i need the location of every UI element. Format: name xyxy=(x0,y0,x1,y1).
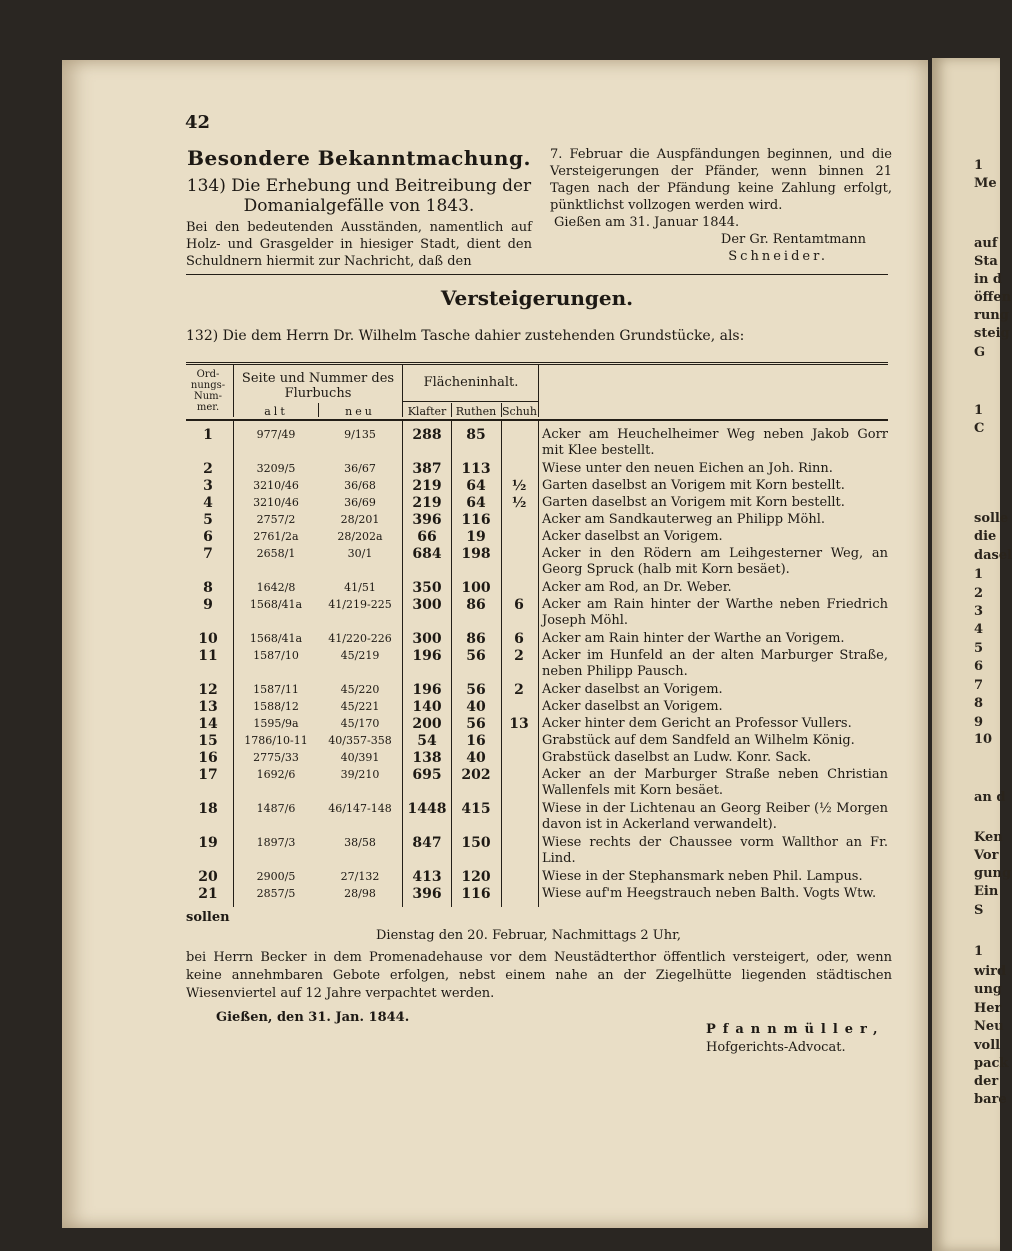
parcel-flurbuch-neu: 36/67 xyxy=(344,462,376,475)
parcel-flurbuch-alt: 2757/2 xyxy=(256,513,296,526)
parcel-klafter: 387 xyxy=(412,461,442,477)
facing-page-fragment: wird xyxy=(974,964,1007,979)
parcel-flurbuch-neu: 41/51 xyxy=(344,581,376,594)
parcel-description: Grabstück daselbst an Ludw. Konr. Sack. xyxy=(542,750,812,765)
header-ruthen: Ruthen xyxy=(455,405,497,418)
parcel-klafter: 847 xyxy=(412,835,442,851)
parcel-row xyxy=(186,835,888,869)
header-ordnungs-nr: Ord- nungs- Num- mer. xyxy=(190,369,226,413)
notice-text-left: Bei den bedeutenden Ausständen, namentlich auf Holz- und Grasgelder in hiesiger Stadt, dient den Schuldnern hiermit zur Nachricht, daß den xyxy=(186,220,532,269)
facing-page-fragment: Ken xyxy=(974,830,1003,845)
parcel-row xyxy=(186,648,888,682)
notice-title: 134) Die Erhebung und Beitreibung der Domanialgefälle von 1843. xyxy=(186,176,532,216)
parcel-klafter: 219 xyxy=(412,478,442,494)
notice-text-right: 7. Februar die Auspfändungen beginnen, und die Versteigerungen der Pfänder, wenn binnen 21 Tagen nach der Pfändung keine Zahlung erfolgt, pünktlichst vollzogen werden wird. xyxy=(550,147,892,213)
facing-page-fragment: öffen xyxy=(974,290,1012,305)
parcel-ruthen: 40 xyxy=(466,750,486,766)
parcel-ruthen: 202 xyxy=(461,767,491,783)
parcel-flurbuch-neu: 38/58 xyxy=(344,836,376,849)
parcel-klafter: 684 xyxy=(412,546,442,562)
facing-page-fragment: 9 xyxy=(974,715,984,730)
facing-page-fragment: Me xyxy=(974,176,997,191)
parcel-flurbuch-alt: 2761/2a xyxy=(253,530,299,543)
parcel-row xyxy=(186,495,888,512)
parcel-flurbuch-alt: 2775/33 xyxy=(253,751,299,764)
parcel-flurbuch-alt: 3210/46 xyxy=(253,496,299,509)
parcel-row xyxy=(186,869,888,886)
parcel-klafter: 196 xyxy=(412,682,442,698)
notice-place-date: Gießen am 31. Januar 1844. xyxy=(554,215,740,230)
facing-page-fragment: 2 xyxy=(974,586,984,601)
facing-page-fragment: 1 xyxy=(974,567,984,582)
auction-section-title: Versteigerungen. xyxy=(440,286,634,310)
facing-page-fragment: 5 xyxy=(974,641,984,656)
header-klafter: Klafter xyxy=(407,405,447,418)
parcel-schuh: 6 xyxy=(514,631,524,647)
parcel-description: Garten daselbst an Vorigem mit Korn bestellt. xyxy=(542,478,845,493)
parcel-schuh: 13 xyxy=(509,716,529,732)
parcel-number: 20 xyxy=(198,869,218,885)
parcel-description: Acker daselbst an Vorigem. xyxy=(542,529,723,544)
parcel-ruthen: 85 xyxy=(466,427,486,443)
parcel-flurbuch-alt: 977/49 xyxy=(256,428,296,441)
auction-signer-title: Hofgerichts-Advocat. xyxy=(706,1040,846,1055)
header-schuh: Schuh xyxy=(502,405,537,418)
parcel-table xyxy=(186,362,888,907)
parcel-flurbuch-neu: 40/391 xyxy=(340,751,380,764)
parcel-number: 14 xyxy=(198,716,218,732)
facing-page-fragment: auf xyxy=(974,236,998,251)
facing-page-edge xyxy=(932,58,1012,1251)
auction-place-date: Gießen, den 31. Jan. 1844. xyxy=(216,1010,410,1025)
parcel-number: 4 xyxy=(203,495,213,511)
parcel-ruthen: 64 xyxy=(466,495,486,511)
parcel-flurbuch-alt: 1897/3 xyxy=(256,836,296,849)
facing-page-fragment: 1 xyxy=(974,403,984,418)
parcel-description: Acker hinter dem Gericht an Professor Vullers. xyxy=(542,716,852,731)
parcel-number: 15 xyxy=(198,733,218,749)
parcel-flurbuch-alt: 3209/5 xyxy=(256,462,296,475)
parcel-ruthen: 40 xyxy=(466,699,486,715)
notice-signer-name: Schneider. xyxy=(728,249,828,264)
parcel-ruthen: 150 xyxy=(461,835,491,851)
parcel-row xyxy=(186,631,888,648)
parcel-row xyxy=(186,529,888,546)
facing-page-fragment: Neu xyxy=(974,1019,1004,1034)
parcel-description: Wiese auf'm Heegstrauch neben Balth. Vogts Wtw. xyxy=(542,886,877,901)
parcel-row xyxy=(186,682,888,699)
parcel-row xyxy=(186,512,888,529)
parcel-row xyxy=(186,801,888,835)
parcel-schuh: ½ xyxy=(511,495,527,511)
auction-date-line: Dienstag den 20. Februar, Nachmittags 2 Uhr, xyxy=(376,928,682,943)
parcel-row xyxy=(186,886,888,903)
facing-page-fragment: G xyxy=(974,345,986,360)
parcel-flurbuch-alt: 1587/10 xyxy=(253,649,299,662)
facing-page-fragment: 3 xyxy=(974,604,984,619)
facing-page-fragment: Vor xyxy=(974,848,999,863)
parcel-flurbuch-alt: 1588/12 xyxy=(253,700,299,713)
parcel-description: Acker am Rod, an Dr. Weber. xyxy=(542,580,732,595)
parcel-flurbuch-neu: 27/132 xyxy=(340,870,380,883)
parcel-description: Wiese unter den neuen Eichen an Joh. Rinn. xyxy=(542,461,833,476)
parcel-ruthen: 64 xyxy=(466,478,486,494)
parcel-row xyxy=(186,750,888,767)
parcel-flurbuch-alt: 1595/9a xyxy=(253,717,299,730)
parcel-flurbuch-neu: 41/219-225 xyxy=(328,598,392,611)
parcel-klafter: 396 xyxy=(412,886,442,902)
parcel-klafter: 350 xyxy=(412,580,442,596)
parcel-flurbuch-alt: 1487/6 xyxy=(256,802,296,815)
parcel-number: 12 xyxy=(198,682,218,698)
parcel-number: 10 xyxy=(198,631,218,647)
parcel-flurbuch-neu: 9/135 xyxy=(344,428,376,441)
parcel-flurbuch-neu: 45/219 xyxy=(340,649,380,662)
parcel-number: 16 xyxy=(198,750,218,766)
parcel-row xyxy=(186,699,888,716)
notice-left-column xyxy=(186,146,532,270)
parcel-row xyxy=(186,580,888,597)
parcel-number: 11 xyxy=(198,648,218,664)
parcel-flurbuch-neu: 46/147-148 xyxy=(328,802,392,815)
parcel-flurbuch-alt: 1642/8 xyxy=(256,581,296,594)
parcel-number: 6 xyxy=(203,529,213,545)
parcel-description: Acker am Heuchelheimer Weg neben Jakob Gorr mit Klee bestellt. xyxy=(542,427,888,458)
parcel-flurbuch-alt: 1568/41a xyxy=(249,632,303,645)
facing-page-fragment: 4 xyxy=(974,622,984,637)
parcel-number: 5 xyxy=(203,512,213,528)
parcel-description: Wiese in der Lichtenau an Georg Reiber (½ Morgen davon ist in Ackerland verwandelt). xyxy=(542,801,888,832)
parcel-schuh: 6 xyxy=(514,597,524,613)
parcel-description: Grabstück auf dem Sandfeld an Wilhelm König. xyxy=(542,733,855,748)
parcel-flurbuch-alt: 1692/6 xyxy=(256,768,296,781)
facing-page-fragment: S xyxy=(974,903,984,918)
parcel-flurbuch-alt: 1587/11 xyxy=(253,683,299,696)
facing-page-fragment: die xyxy=(974,529,997,544)
parcel-row xyxy=(186,427,888,461)
parcel-klafter: 219 xyxy=(412,495,442,511)
parcel-schuh: 2 xyxy=(514,648,524,664)
parcel-klafter: 140 xyxy=(412,699,442,715)
parcel-description: Acker am Sandkauterweg an Philipp Möhl. xyxy=(542,512,825,527)
parcel-schuh: 2 xyxy=(514,682,524,698)
page-number: 42 xyxy=(185,112,211,133)
facing-page-fragment: 7 xyxy=(974,678,984,693)
facing-page-fragment: Ein xyxy=(974,884,999,899)
facing-page-fragment: der xyxy=(974,1074,999,1089)
auction-intro: 132) Die dem Herrn Dr. Wilhelm Tasche dahier zustehenden Grundstücke, als: xyxy=(186,328,745,344)
parcel-description: Acker in den Rödern am Leihgesterner Weg, an Georg Spruck (halb mit Korn besäet). xyxy=(542,546,888,577)
parcel-number: 3 xyxy=(203,478,213,494)
parcel-number: 9 xyxy=(203,597,213,613)
parcel-ruthen: 56 xyxy=(466,716,486,732)
parcel-row xyxy=(186,546,888,580)
parcel-klafter: 396 xyxy=(412,512,442,528)
facing-page-fragment: Her xyxy=(974,1001,1002,1016)
parcel-ruthen: 16 xyxy=(466,733,486,749)
parcel-klafter: 54 xyxy=(417,733,437,749)
parcel-row xyxy=(186,461,888,478)
facing-page-fragment: C xyxy=(974,421,985,436)
facing-page-fragment: bare xyxy=(974,1092,1007,1107)
notice-right-column xyxy=(550,146,892,265)
parcel-flurbuch-neu: 40/357-358 xyxy=(328,734,392,747)
parcel-row xyxy=(186,716,888,733)
parcel-ruthen: 86 xyxy=(466,631,486,647)
parcel-row xyxy=(186,733,888,750)
parcel-row xyxy=(186,478,888,495)
auction-body-text: bei Herrn Becker in dem Promenadehause vor dem Neustädterthor öffentlich versteigert, oder, wenn keine annehmbaren Gebote erfolgen, nebst einem nahe an der Ziegelhütte liegenden städtischen Wiesenviertel auf 12 Jahre verpachtet werden. xyxy=(186,950,892,1001)
parcel-description: Wiese in der Stephansmark neben Phil. Lampus. xyxy=(542,869,863,884)
parcel-description: Acker an der Marburger Straße neben Christian Wallenfels mit Korn besäet. xyxy=(542,767,888,798)
parcel-ruthen: 415 xyxy=(461,801,491,817)
parcel-klafter: 288 xyxy=(412,427,442,443)
parcel-ruthen: 86 xyxy=(466,597,486,613)
facing-page-fragment: 6 xyxy=(974,659,984,674)
parcel-description: Acker daselbst an Vorigem. xyxy=(542,682,723,697)
header-seite-nummer: Seite und Nummer des Flurbuchs xyxy=(241,371,395,401)
parcel-flurbuch-neu: 45/170 xyxy=(340,717,380,730)
facing-page-fragment: gung xyxy=(974,866,1012,881)
facing-page-fragment: 10 xyxy=(974,732,993,747)
parcel-flurbuch-neu: 45/221 xyxy=(340,700,380,713)
auction-signer-name: Pfannmüller, xyxy=(706,1022,885,1037)
parcel-row xyxy=(186,597,888,631)
parcel-number: 1 xyxy=(203,427,213,443)
facing-page-fragment: 1 xyxy=(974,158,984,173)
parcel-klafter: 695 xyxy=(412,767,442,783)
facing-page-fragment: 1 xyxy=(974,944,984,959)
parcel-flurbuch-neu: 41/220-226 xyxy=(328,632,392,645)
parcel-flurbuch-alt: 2857/5 xyxy=(256,887,296,900)
parcel-number: 7 xyxy=(203,546,213,562)
facing-page-fragment: pack xyxy=(974,1056,1009,1071)
facing-page-fragment: rung xyxy=(974,308,1009,323)
parcel-schuh: ½ xyxy=(511,478,527,494)
facing-page-fragment: ung xyxy=(974,982,1002,997)
parcel-table-header xyxy=(186,362,888,421)
notice-signer-title: Der Gr. Rentamtmann xyxy=(720,232,866,247)
parcel-klafter: 66 xyxy=(417,529,437,545)
parcel-klafter: 300 xyxy=(412,597,442,613)
follow-word: sollen xyxy=(186,910,230,925)
facing-page-fragment: voll xyxy=(974,1038,1001,1053)
parcel-table-body xyxy=(186,421,888,907)
header-alt: alt xyxy=(264,405,288,418)
parcel-flurbuch-neu: 30/1 xyxy=(347,547,373,560)
parcel-ruthen: 19 xyxy=(466,529,486,545)
parcel-klafter: 413 xyxy=(412,869,442,885)
parcel-klafter: 138 xyxy=(412,750,442,766)
parcel-flurbuch-neu: 45/220 xyxy=(340,683,380,696)
parcel-flurbuch-neu: 28/98 xyxy=(344,887,376,900)
parcel-ruthen: 116 xyxy=(461,512,491,528)
parcel-klafter: 196 xyxy=(412,648,442,664)
parcel-number: 21 xyxy=(198,886,218,902)
parcel-klafter: 1448 xyxy=(407,801,447,817)
facing-page-fragment: an d xyxy=(974,790,1006,805)
parcel-number: 8 xyxy=(203,580,213,596)
parcel-row xyxy=(186,767,888,801)
parcel-description: Wiese rechts der Chaussee vorm Wallthor an Fr. Lind. xyxy=(542,835,888,866)
parcel-flurbuch-alt: 3210/46 xyxy=(253,479,299,492)
parcel-description: Garten daselbst an Vorigem mit Korn bestellt. xyxy=(542,495,845,510)
parcel-description: Acker am Rain hinter der Warthe an Vorigem. xyxy=(542,631,845,646)
parcel-klafter: 300 xyxy=(412,631,442,647)
parcel-flurbuch-neu: 36/69 xyxy=(344,496,376,509)
parcel-number: 13 xyxy=(198,699,218,715)
parcel-flurbuch-alt: 2900/5 xyxy=(256,870,296,883)
parcel-ruthen: 100 xyxy=(461,580,491,596)
parcel-ruthen: 198 xyxy=(461,546,491,562)
parcel-flurbuch-neu: 28/201 xyxy=(340,513,380,526)
notice-heading: Besondere Bekanntmachung. xyxy=(187,146,531,170)
header-flaecheninhalt: Flächeninhalt. xyxy=(423,375,519,390)
parcel-flurbuch-alt: 1786/10-11 xyxy=(244,734,308,747)
facing-page-fragment: solle xyxy=(974,511,1009,526)
parcel-flurbuch-neu: 28/202a xyxy=(337,530,383,543)
parcel-flurbuch-alt: 1568/41a xyxy=(249,598,303,611)
parcel-ruthen: 120 xyxy=(461,869,491,885)
parcel-flurbuch-neu: 39/210 xyxy=(340,768,380,781)
parcel-flurbuch-alt: 2658/1 xyxy=(256,547,296,560)
facing-page-fragment: steig xyxy=(974,326,1010,341)
facing-page-fragment: 8 xyxy=(974,696,984,711)
parcel-klafter: 200 xyxy=(412,716,442,732)
parcel-ruthen: 56 xyxy=(466,682,486,698)
parcel-description: Acker am Rain hinter der Warthe neben Friedrich Joseph Möhl. xyxy=(542,597,888,628)
parcel-number: 2 xyxy=(203,461,213,477)
parcel-flurbuch-neu: 36/68 xyxy=(344,479,376,492)
section-divider xyxy=(186,274,888,275)
parcel-number: 18 xyxy=(198,801,218,817)
parcel-description: Acker daselbst an Vorigem. xyxy=(542,699,723,714)
facing-page-fragment: dasel xyxy=(974,548,1012,563)
parcel-description: Acker im Hunfeld an der alten Marburger Straße, neben Philipp Pausch. xyxy=(542,648,888,679)
facing-page-fragment: in d xyxy=(974,272,1003,287)
parcel-ruthen: 116 xyxy=(461,886,491,902)
parcel-number: 19 xyxy=(198,835,218,851)
parcel-ruthen: 56 xyxy=(466,648,486,664)
header-neu: neu xyxy=(345,405,375,418)
facing-page-fragment: Sta xyxy=(974,254,998,269)
parcel-ruthen: 113 xyxy=(461,461,491,477)
parcel-number: 17 xyxy=(198,767,218,783)
